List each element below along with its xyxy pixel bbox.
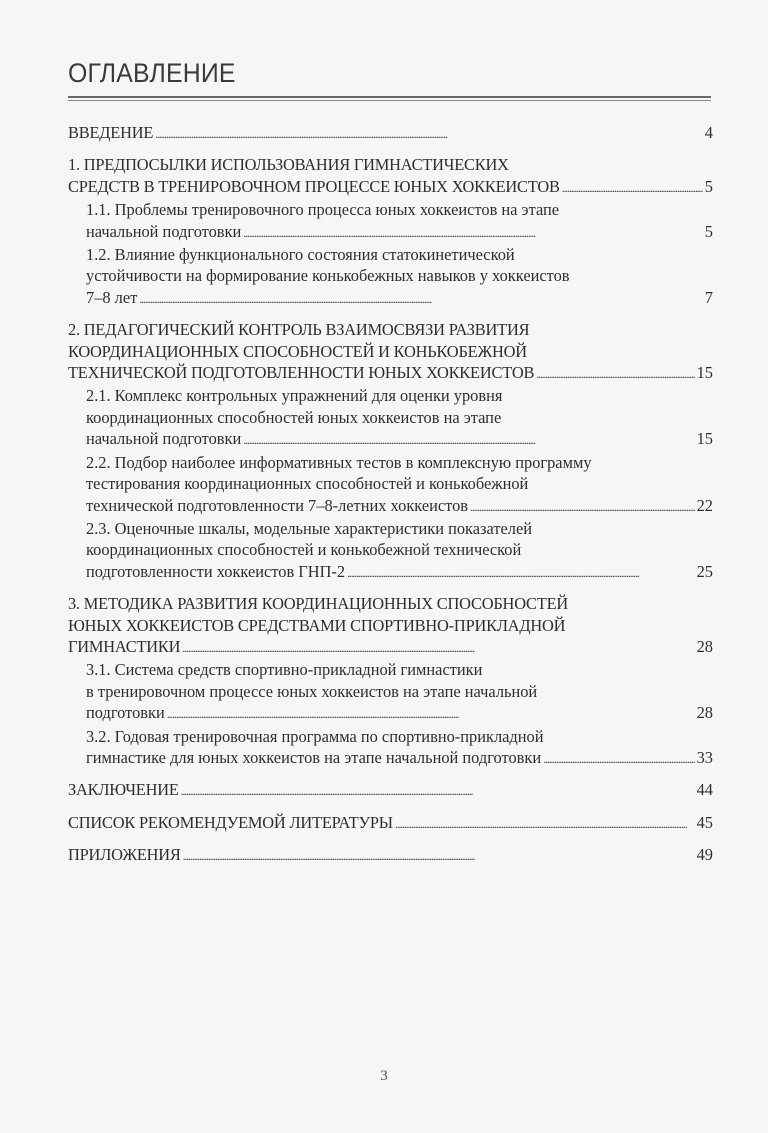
toc-entry-title-line: 3.2. Годовая тренировочная программа по спортивно-прикладной: [86, 726, 544, 746]
toc-entry-title-line: 1.2. Влияние функционального состояния статокинетической: [86, 245, 515, 265]
toc-section-entry: [68, 199, 713, 244]
dot-leader: [167, 702, 695, 725]
toc-entry-leader-row: [86, 561, 713, 584]
dot-leader: [395, 812, 695, 835]
dot-leader: [183, 844, 695, 867]
toc-entry-leader-row: [86, 221, 713, 244]
toc-entry-leader-row: [68, 362, 713, 385]
dot-leader: [243, 221, 703, 244]
page-title: ОГЛАВЛЕНИЕ: [68, 58, 236, 88]
toc-chapter-entry: [68, 593, 713, 659]
toc-section-entry: [68, 385, 713, 451]
toc-section-entry: [68, 244, 713, 310]
toc-page-number: 15: [696, 363, 713, 383]
table-of-contents: [68, 122, 713, 868]
toc-entry-title-line: 3. МЕТОДИКА РАЗВИТИЯ КООРДИНАЦИОННЫХ СПОСОБНОСТЕЙ: [68, 594, 569, 614]
toc-entry-leader-row: [68, 779, 713, 802]
toc-page-number: 22: [696, 495, 713, 515]
toc-chapter-entry: [68, 319, 713, 385]
toc-page-number: 49: [696, 845, 713, 865]
dot-leader: [536, 362, 694, 385]
dot-leader: [347, 561, 695, 584]
toc-entry-title-line: ЗАКЛЮЧЕНИЕ: [68, 780, 179, 800]
toc-entry-title-line: в тренировочном процессе юных хоккеистов на этапе начальной: [86, 681, 538, 701]
toc-chapter-entry: [68, 812, 713, 835]
toc-chapter-entry: [68, 779, 713, 802]
toc-chapter-entry: [68, 122, 713, 145]
toc-entry-title-line: ГИМНАСТИКИ: [68, 636, 181, 656]
toc-entry-title-line: СПИСОК РЕКОМЕНДУЕМОЙ ЛИТЕРАТУРЫ: [68, 812, 393, 832]
toc-entry-title-line: СРЕДСТВ В ТРЕНИРОВОЧНОМ ПРОЦЕССЕ ЮНЫХ ХОККЕИСТОВ: [68, 176, 560, 196]
toc-page-number: 33: [696, 747, 713, 767]
toc-chapter-entry: [68, 844, 713, 867]
toc-section-entry: [68, 452, 713, 518]
toc-entry-leader-row: [68, 176, 713, 199]
toc-entry-leader-row: [68, 844, 713, 867]
toc-entry-leader-row: [86, 428, 713, 451]
toc-page-number: 15: [696, 429, 713, 449]
toc-section-entry: [68, 659, 713, 725]
dot-leader: [139, 287, 702, 310]
toc-entry-title-line: координационных способностей и конькобежной технической: [86, 540, 522, 560]
toc-entry-title-line: подготовленности хоккеистов ГНП-2: [86, 561, 346, 581]
toc-entry-leader-row: [68, 812, 713, 835]
toc-entry-title-line: 7–8 лет: [86, 287, 138, 307]
dot-leader: [155, 122, 703, 145]
toc-entry-leader-row: [86, 287, 713, 310]
toc-entry-title-line: КООРДИНАЦИОННЫХ СПОСОБНОСТЕЙ И КОНЬКОБЕЖНОЙ: [68, 341, 527, 361]
toc-entry-title-line: ВВЕДЕНИЕ: [68, 123, 154, 142]
dot-leader: [181, 779, 695, 802]
toc-entry-title-line: 2.1. Комплекс контрольных упражнений для оценки уровня: [86, 386, 503, 406]
toc-entry-title-line: ЮНЫХ ХОККЕИСТОВ СРЕДСТВАМИ СПОРТИВНО-ПРИКЛАДНОЙ: [68, 615, 566, 635]
toc-entry-title-line: устойчивости на формирование конькобежных навыков у хоккеистов: [86, 266, 570, 286]
toc-entry-title-line: тестирования координационных способностей и конькобежной: [86, 474, 529, 494]
toc-entry-title-line: ПРИЛОЖЕНИЯ: [68, 845, 181, 865]
toc-page-number: 25: [696, 561, 713, 581]
toc-entry-title-line: 1.1. Проблемы тренировочного процесса юных хоккеистов на этапе: [86, 200, 560, 220]
toc-section-entry: [68, 726, 713, 771]
toc-entry-title-line: 2. ПЕДАГОГИЧЕСКИЙ КОНТРОЛЬ ВЗАИМОСВЯЗИ РАЗВИТИЯ: [68, 320, 530, 340]
toc-chapter-entry: [68, 154, 713, 199]
toc-entry-title-line: подготовки: [86, 703, 165, 723]
toc-entry-leader-row: [86, 495, 713, 518]
toc-entry-title-line: гимнастике для юных хоккеистов на этапе начальной подготовки: [86, 747, 542, 767]
dot-leader: [182, 636, 694, 659]
toc-entry-leader-row: [86, 747, 713, 770]
toc-page-number: 45: [696, 812, 713, 832]
toc-entry-leader-row: [86, 702, 713, 725]
toc-entry-title-line: начальной подготовки: [86, 429, 242, 449]
toc-entry-title-line: координационных способностей юных хоккеистов на этапе: [86, 407, 502, 427]
toc-page-number: 5: [704, 221, 713, 241]
toc-entry-title-line: 1. ПРЕДПОСЫЛКИ ИСПОЛЬЗОВАНИЯ ГИМНАСТИЧЕСКИХ: [68, 155, 509, 175]
toc-entry-leader-row: [68, 122, 713, 145]
toc-entry-title-line: 2.3. Оценочные шкалы, модельные характеристики показателей: [86, 518, 533, 538]
toc-page-number: 4: [704, 123, 713, 142]
title-divider: [68, 96, 711, 101]
toc-entry-title-line: 2.2. Подбор наиболее информативных тестов в комплексную программу: [86, 452, 592, 472]
toc-entry-leader-row: [68, 636, 713, 659]
dot-leader: [470, 495, 695, 518]
toc-page-number: 5: [704, 176, 713, 196]
dot-leader: [543, 747, 694, 770]
dot-leader: [562, 176, 703, 199]
toc-entry-title-line: начальной подготовки: [86, 221, 242, 241]
toc-page-number: 28: [696, 636, 713, 656]
toc-entry-title-line: ТЕХНИЧЕСКОЙ ПОДГОТОВЛЕННОСТИ ЮНЫХ ХОККЕИСТОВ: [68, 363, 535, 383]
toc-page-number: 7: [704, 287, 713, 307]
dot-leader: [243, 428, 694, 451]
toc-entry-title-line: 3.1. Система средств спортивно-прикладной гимнастики: [86, 660, 483, 680]
toc-page-number: 44: [696, 780, 713, 800]
page-number: 3: [380, 1068, 388, 1084]
toc-entry-title-line: технической подготовленности 7–8-летних хоккеистов: [86, 495, 469, 515]
toc-page-number: 28: [696, 703, 713, 723]
toc-section-entry: [68, 518, 713, 584]
